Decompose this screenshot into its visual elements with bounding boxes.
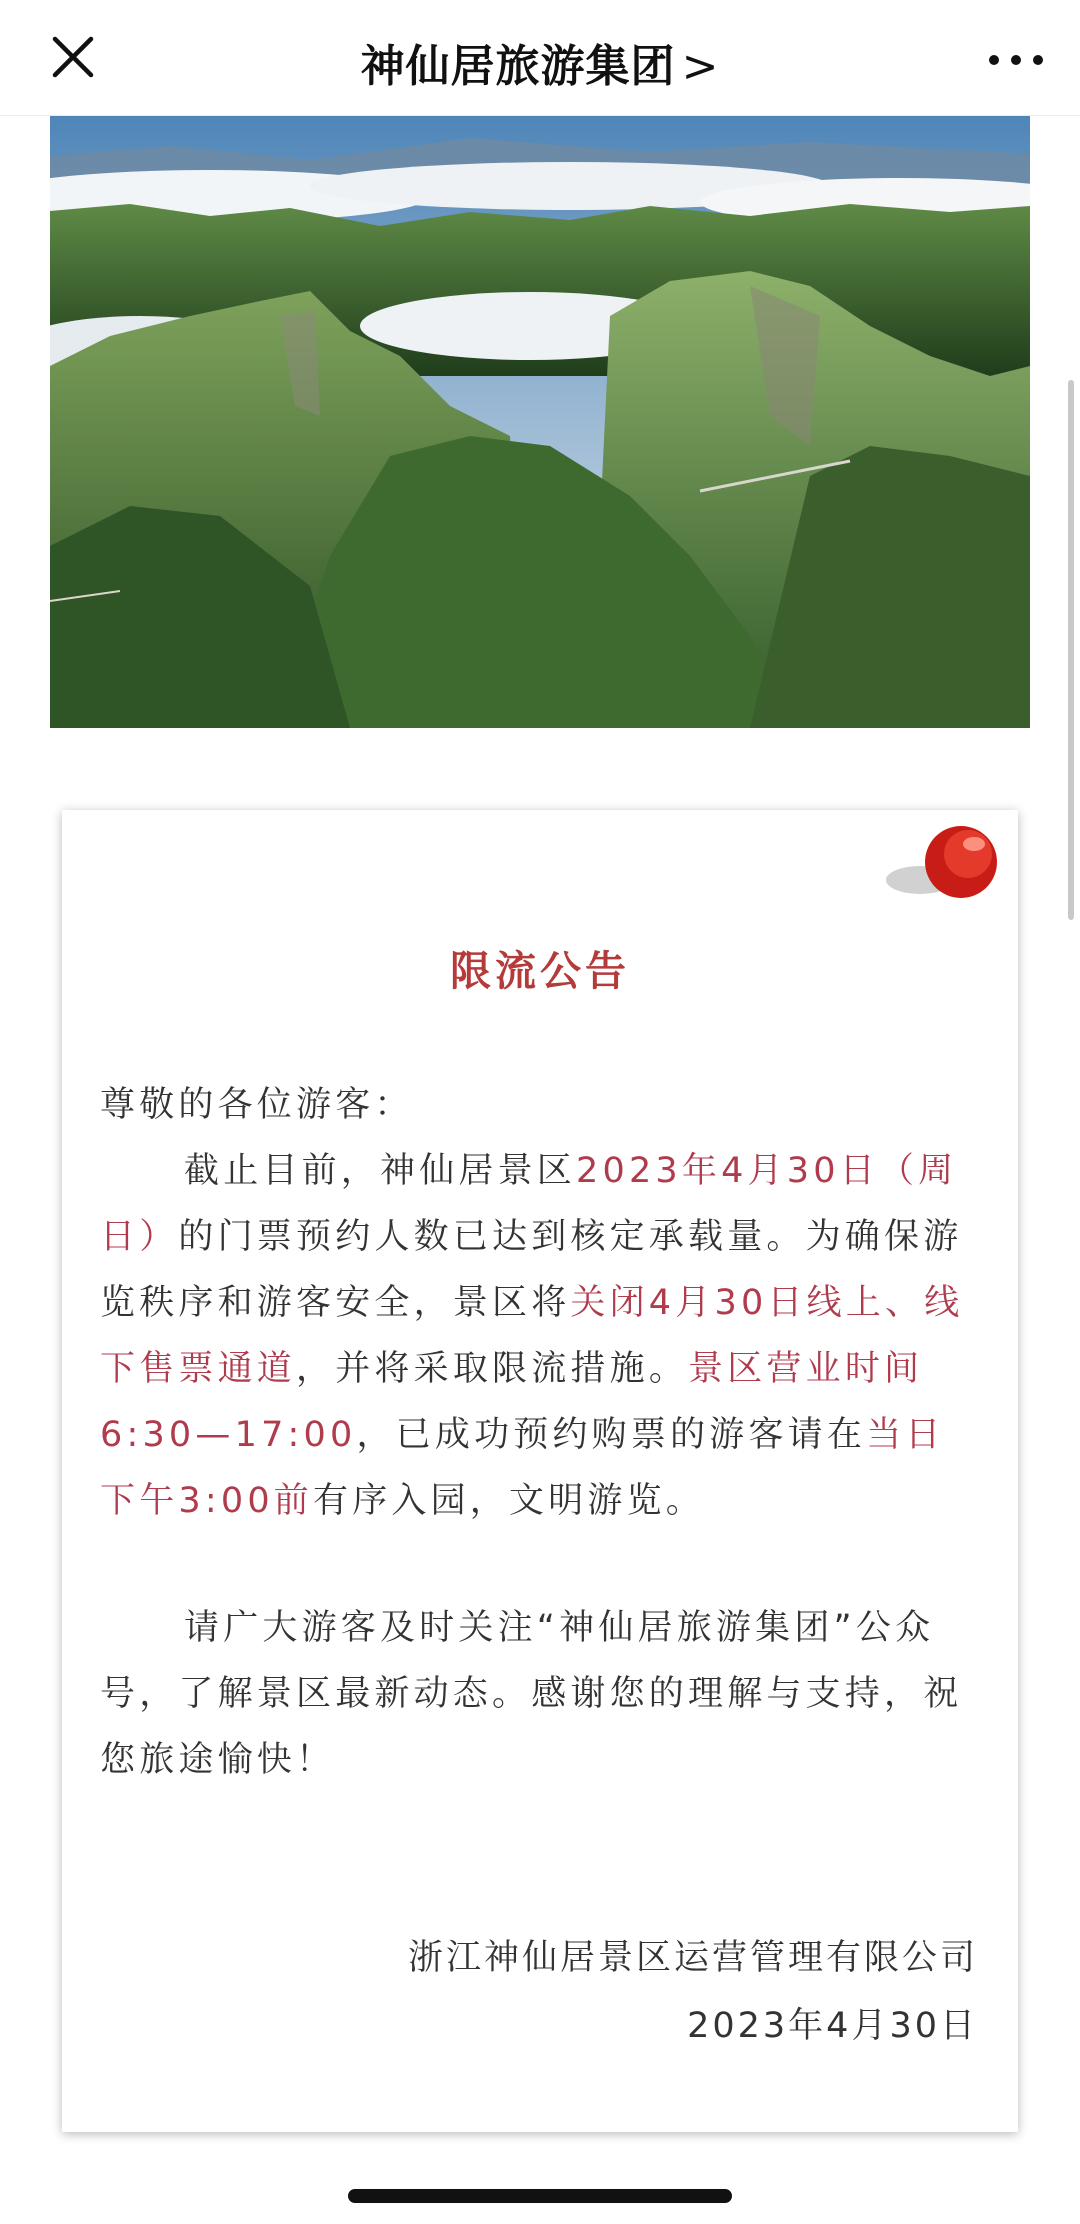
account-title[interactable] [0, 30, 1080, 94]
notice-greeting [100, 1072, 980, 1138]
top-nav-bar [0, 0, 1080, 116]
notice-heading: 限流公告 [450, 947, 630, 995]
text-segment: 有序入园，文明游览。 [313, 1481, 706, 1521]
scrollbar-thumb[interactable] [1068, 380, 1074, 920]
mountain-landscape-image [50, 116, 1030, 728]
text-segment: ，已成功预约购票的游客请在 [356, 1415, 867, 1455]
notice-paragraph-2 [100, 1595, 980, 1793]
notice-card [62, 810, 1018, 2132]
signature-date: 2023年4月30日 [687, 2006, 978, 2046]
home-indicator[interactable] [348, 2189, 732, 2203]
text-segment: ，并将采取限流措施。 [296, 1349, 689, 1389]
chevron-right-icon: > [681, 41, 720, 92]
notice-paragraph-1 [100, 1138, 980, 1534]
text-segment: 的门票预约人数已达到核定承载量。为确保游览秩序和游客安全，景区将 [100, 1217, 963, 1323]
red-pushpin-icon [868, 810, 1018, 920]
paragraph-2-text: 请广大游客及时关注“神仙居旅游集团”公众号，了解景区最新动态。感谢您的理解与支持，祝您旅途愉快！ [100, 1608, 963, 1780]
greeting-text: 尊敬的各位游客： [100, 1085, 414, 1125]
hero-image [50, 116, 1030, 728]
account-name: 神仙居旅游集团 [360, 41, 676, 92]
highlight-deadline: 当日下午3:00前 [100, 1415, 945, 1521]
more-dots-icon[interactable] [976, 30, 1056, 86]
highlight-closure: 关闭4月30日线上、线下售票通道 [100, 1283, 964, 1389]
scrollbar[interactable] [1068, 380, 1074, 920]
highlight-hours: 景区营业时间6:30—17:00 [100, 1349, 924, 1455]
text-segment: 截止目前，神仙居景区 [184, 1151, 577, 1191]
signature-company: 浙江神仙居景区运营管理有限公司 [407, 1938, 978, 1978]
highlight-date: 2023年4月30日（周日） [100, 1151, 958, 1257]
